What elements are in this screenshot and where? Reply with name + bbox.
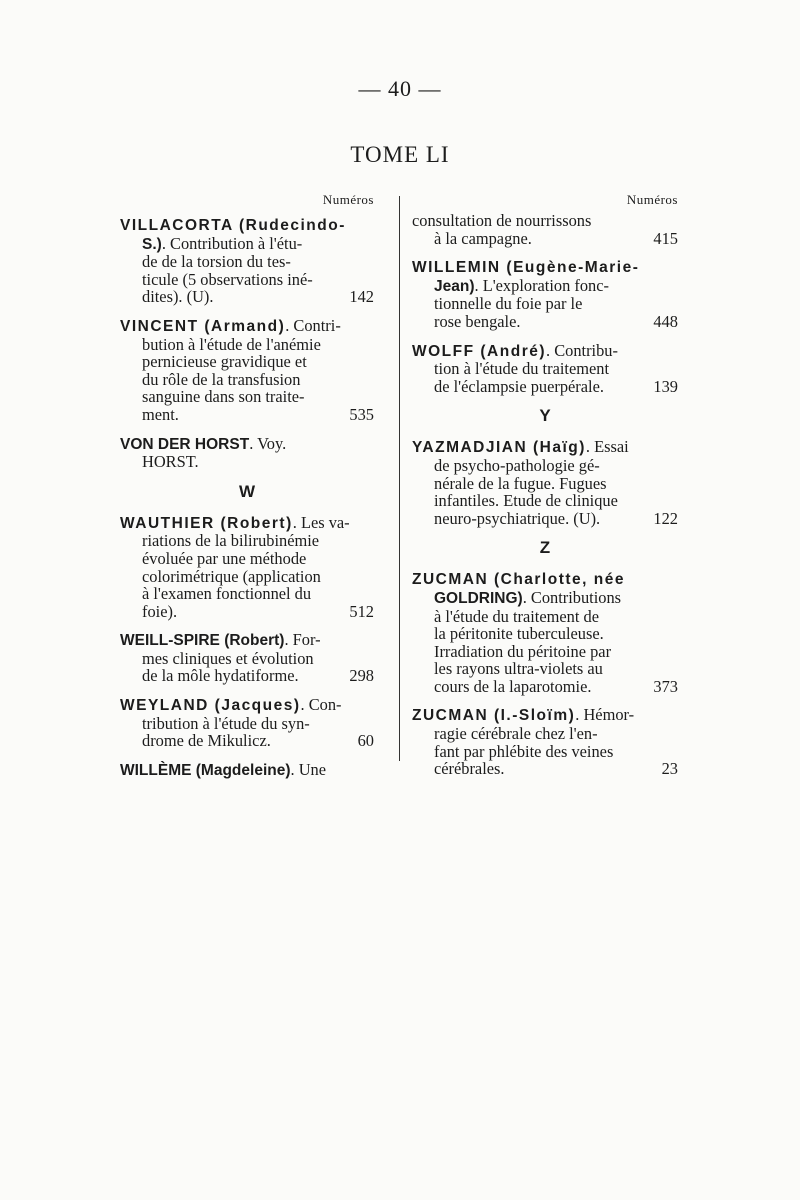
entry-number: 142 [349,287,374,307]
entry-text: colorimétrique (application [142,566,321,586]
column-header-left: Numéros [322,192,374,207]
entry-text: bution à l'étude de l'anémie [142,334,321,354]
entry-line [412,492,678,510]
entry-line [412,457,678,475]
entry-author: GOLDRING) [434,589,523,607]
entry-line [412,212,678,230]
entry-author: YAZMADJIAN (Haïg) [412,439,586,457]
entry-text: neuro-psychiatrique. (U). [434,508,601,528]
entry-line [120,253,374,271]
entry-line [120,514,374,533]
entry-text: Irradiation du péritoine par [434,641,612,661]
entry-author: S.) [142,235,162,253]
entry-text: . L'exploration fonc- [474,275,609,295]
entry-line [412,230,678,248]
index-entry [120,514,374,621]
entry-line [120,761,374,780]
entry-text: drome de Mikulicz. [142,731,271,751]
right-entries [412,212,678,778]
entry-text: ment. [142,404,179,424]
entry-author: VILLACORTA (Rudecindo- [120,217,346,234]
entry-text: . Contributions [522,587,622,607]
entry-line [120,715,374,733]
page-number: — 40 — [358,76,442,101]
section-letter: W [238,481,256,501]
entry-text: consultation de nourrissons [412,211,592,230]
index-entry [120,761,374,780]
entry-text: à l'examen fonctionnel du [142,584,312,604]
entry-text: foie). [142,601,178,621]
entry-author: WEYLAND (Jacques) [120,697,301,715]
section-letter: Z [539,538,551,558]
entry-author: ZUCMAN (Charlotte, née [412,571,625,589]
entry-number: 60 [357,731,374,751]
entry-line [120,406,374,424]
entry-line [412,589,678,608]
entry-line [412,277,678,296]
index-entry [120,216,374,306]
entry-line [412,360,678,378]
entry-author: WILLEMIN (Eugène-Marie- [412,259,640,277]
entry-line [120,353,374,371]
index-entry [412,438,678,527]
entry-line [412,743,678,761]
entry-line [412,660,678,678]
entry-text: de la môle hydatiforme. [142,666,299,686]
entry-text: . For- [284,630,321,650]
entry-text: du rôle de la transfusion [142,369,301,389]
entry-line [120,235,374,254]
entry-text: . Voy. [249,433,287,453]
entry-line [412,725,678,743]
volume-title: TOME LI [350,142,450,167]
entry-number: 23 [661,759,678,779]
index-entry [412,212,678,247]
entry-text: sanguine dans son traite- [142,387,305,407]
entry-text: de de la torsion du tes- [142,252,291,272]
entry-line [120,453,374,471]
entry-line [412,678,678,696]
entry-text: . Les va- [292,512,350,532]
left-column [120,192,374,790]
entry-author: VON DER HORST [120,435,250,453]
entry-text: tribution à l'étude du syn- [142,713,310,733]
entry-text: cours de la laparotomie. [434,676,592,696]
index-entry [120,435,374,471]
right-column [412,192,678,789]
entry-line [412,625,678,643]
index-entry [120,696,374,750]
entry-line [412,608,678,626]
entry-line [120,317,374,336]
entry-text: . Contribu- [546,340,618,360]
entry-text: évoluée par une méthode [142,548,307,568]
index-entry [412,570,678,695]
entry-text: à la campagne. [434,228,532,248]
entry-line [120,550,374,568]
left-entries [120,216,374,779]
entry-line [412,760,678,778]
index-entry [412,706,678,777]
entry-text: . Contribution à l'étu- [161,233,303,253]
entry-line [412,643,678,661]
entry-line [120,288,374,306]
entry-line [120,532,374,550]
entry-text: ticule (5 observations iné- [142,269,313,289]
entry-line [412,438,678,457]
entry-number: 298 [349,666,374,686]
entry-line [120,568,374,586]
entry-text: à l'étude du traitement de [434,606,599,626]
entry-text: . Hémor- [575,705,635,725]
entry-line [412,313,678,331]
entry-number: 139 [653,376,678,396]
entry-text: . Con- [300,695,342,715]
entry-number: 373 [653,676,678,696]
entry-text: de psycho-pathologie gé- [434,455,600,475]
entry-text: . Contri- [285,315,341,335]
entry-text: pernicieuse gravidique et [142,352,307,372]
entry-author: WILLÈME (Magdeleine) [120,761,291,779]
entry-line [412,295,678,313]
entry-text: de l'éclampsie puerpérale. [434,376,604,396]
entry-author: WOLFF (André) [412,342,547,360]
section-letter: Y [539,406,551,426]
entry-line [120,667,374,685]
entry-number: 415 [653,228,678,248]
entry-text: . Essai [585,437,629,457]
index-entry [412,258,678,330]
entry-line [120,336,374,354]
entry-text: ragie cérébrale chez l'en- [434,724,598,744]
entry-text: tion à l'étude du traitement [434,359,609,379]
entry-line [412,706,678,725]
column-header-right: Numéros [626,192,678,207]
entry-text: la péritonite tuberculeuse. [434,624,604,644]
entry-text: . Une [290,759,327,779]
entry-line [412,378,678,396]
index-entry [120,317,374,424]
entry-line [120,216,374,235]
entry-line [120,585,374,603]
entry-line [120,631,374,650]
entry-line [120,388,374,406]
entry-line [412,510,678,528]
entry-text: cérébrales. [434,759,505,779]
column-divider [399,196,400,761]
entry-text: riations de la bilirubinémie [142,531,320,551]
entry-author: Jean) [434,277,475,295]
entry-line [120,732,374,750]
entry-text: tionnelle du foie par le [434,294,583,314]
entry-author: ZUCMAN (I.-Sloïm) [412,707,576,725]
entry-line [120,603,374,621]
entry-author: WAUTHIER (Robert) [120,514,293,532]
entry-number: 512 [349,601,374,621]
entry-text: fant par phlébite des veines [434,741,614,761]
entry-author: VINCENT (Armand) [120,317,286,335]
entry-author: WEILL-SPIRE (Robert) [120,632,285,650]
entry-text: les rayons ultra-violets au [434,659,603,679]
entry-number: 448 [653,311,678,331]
entry-number: 122 [653,508,678,528]
entry-line [120,696,374,715]
entry-number: 535 [349,404,374,424]
entry-text: mes cliniques et évolution [142,648,314,668]
entry-line [120,371,374,389]
entry-text: dites). (U). [142,287,214,307]
entry-line [412,258,678,277]
entry-line [412,342,678,361]
entry-line [412,475,678,493]
entry-text: nérale de la fugue. Fugues [434,473,607,493]
entry-text: infantiles. Etude de clinique [434,491,618,511]
entry-line [120,271,374,289]
entry-line [412,570,678,589]
index-entry [412,342,678,396]
entry-text: HORST. [142,452,199,472]
index-entry [120,631,374,685]
entry-line [120,435,374,454]
entry-line [120,650,374,668]
entry-text: rose bengale. [434,311,521,331]
